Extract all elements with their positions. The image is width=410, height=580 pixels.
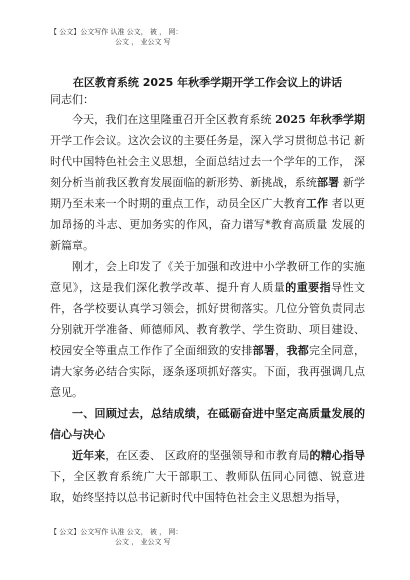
text-run: 导性文件，各学校要认真学习领会，抓好贯彻落实。几位分管负责同志分别就开学准备、师德师风、教育教学、学生资助、项目建设、校园安全等重点工作作了全面细致的安排: [50, 281, 366, 357]
text-run: 下，全区教育系统广大干部职工、教师队伍同心同德、锐意进取，始终坚持以总书记新时代中国特色社会主义思想为指导，: [50, 470, 365, 504]
greeting: 同志们：: [50, 93, 94, 106]
text-run: 新学期乃至未来一个时期的重点工作，动员全区广大教育: [50, 176, 365, 210]
text-run: ，在区委、 区政府的坚强领导和市教育局: [105, 449, 310, 462]
document-body: [50, 75, 365, 508]
paragraph-3: [50, 445, 365, 508]
section-heading-1: 一、回顾过去，总结成绩，在砥砺奋进中坚定高质量发展的信心与决心: [50, 407, 365, 441]
bold-text-run: 近年来: [72, 449, 106, 462]
text-run: 者以更加昂扬的斗志、更加务实的作风，奋力谱写*教育高质量 发展的新篇章。: [50, 197, 365, 252]
bold-text-run: 的精心指导: [309, 449, 366, 462]
text-run: 刚才，会上印发了《关于加强和改进中小学教研工作的实施意见》，这是我们深化教学改革、提升育人质量: [50, 260, 365, 294]
bold-text-run: 2025 年秋季学期: [275, 113, 365, 126]
footer-line-2: 公文 ， 业公文 写: [115, 538, 171, 546]
header-line-2: 公文 ， 业公文 写: [115, 38, 171, 46]
footer-line-1: 【 公文】公文写作 认准 公文， 被 ， 网：: [50, 528, 183, 536]
header-line-1: 【 公文】公文写作 认准 公文， 被 ， 网：: [50, 28, 183, 36]
text-run: 完全同意，请大家务必结合实际，逐条逐项抓好落实。下面，我再强调几点意见。: [50, 344, 366, 399]
bold-text-run: 部署: [317, 176, 340, 189]
paragraph-1: [50, 109, 365, 256]
text-run: 今天，我们在这里隆重召开全区教育系统: [72, 113, 276, 126]
bold-text-run: 的重要指: [285, 281, 332, 294]
bold-text-run: 工作: [305, 197, 329, 210]
text-run: 开学工作会议。这次会议的主要任务是，深入学习贯彻总书记 新时代中国特色社会主义思想，全面总结过去一个学年的工作， 深刻分析当前我区教育发展面临的新形势、新挑战，系统: [50, 134, 365, 189]
document-title: 在区教育系统 2025 年秋季学期开学工作会议上的讲话: [72, 76, 343, 89]
bold-text-run: 部署: [252, 344, 276, 357]
text-run: ，: [275, 344, 287, 357]
paragraph-2: [50, 256, 365, 403]
bold-text-run: 我都: [286, 344, 309, 357]
